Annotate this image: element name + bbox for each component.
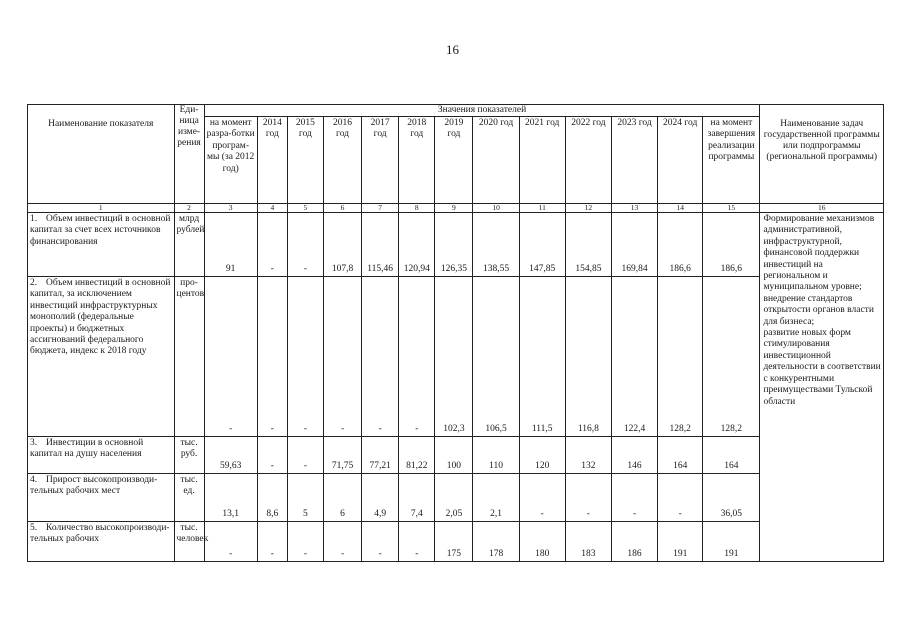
row-index: 3. [30, 438, 38, 448]
table-row [28, 277, 884, 437]
value-cell: 186,6 [658, 213, 703, 277]
value-cell: 191 [703, 522, 760, 562]
column-number: 2 [174, 204, 204, 213]
row-index: 4. [30, 475, 38, 485]
value-cell: 186,6 [703, 213, 760, 277]
indicator-name: Количество высокопроизводи-тельных рабочих [30, 523, 170, 545]
value-cell: 178 [473, 522, 519, 562]
header-year: на момент завершения реализации программы [703, 117, 760, 204]
value-cell: - [257, 522, 287, 562]
value-cell: 107,8 [323, 213, 361, 277]
value-cell: 81,22 [399, 437, 435, 474]
task-paragraph: развитие новых форм стимулирования инвестиционной деятельности в соответствии с конкурентными преимуществами Тульской области [763, 328, 881, 407]
value-cell: - [204, 277, 257, 437]
value-cell: 116,8 [565, 277, 611, 437]
header-year: 2020 год [473, 117, 519, 204]
value-cell: 126,35 [435, 213, 473, 277]
header-row-top [28, 105, 884, 117]
value-cell: 71,75 [323, 437, 361, 474]
column-number: 9 [435, 204, 473, 213]
value-cell: 154,85 [565, 213, 611, 277]
table-row [28, 437, 884, 474]
column-number: 6 [323, 204, 361, 213]
value-cell: - [287, 437, 323, 474]
page-number: 16 [446, 42, 459, 57]
value-cell: 102,3 [435, 277, 473, 437]
task-description-cell [760, 213, 884, 562]
header-unit-column: Еди-ница изме-рения [174, 105, 204, 204]
column-number: 16 [760, 204, 884, 213]
column-number-row [28, 204, 884, 213]
header-year: 2014 год [257, 117, 287, 204]
row-index: 1. [30, 214, 38, 224]
value-cell: 147,85 [519, 213, 565, 277]
value-cell: 100 [435, 437, 473, 474]
value-cell: - [519, 474, 565, 522]
value-cell: 128,2 [703, 277, 760, 437]
value-cell: - [399, 522, 435, 562]
indicator-name-cell [28, 213, 175, 277]
row-index: 2. [30, 278, 38, 288]
indicator-name-cell [28, 474, 175, 522]
value-cell: 120,94 [399, 213, 435, 277]
header-year: 2022 год [565, 117, 611, 204]
value-cell: - [257, 277, 287, 437]
value-cell: 6 [323, 474, 361, 522]
value-cell: 180 [519, 522, 565, 562]
value-cell: 164 [703, 437, 760, 474]
indicator-name-cell [28, 437, 175, 474]
value-cell: 169,84 [611, 213, 657, 277]
value-cell: 106,5 [473, 277, 519, 437]
value-cell: 186 [611, 522, 657, 562]
header-year: 2017 год [362, 117, 399, 204]
value-cell: 120 [519, 437, 565, 474]
column-number: 15 [703, 204, 760, 213]
header-task-column: Наименование задач государственной программы или подпрограммы (региональной программы) [760, 105, 884, 204]
header-year: 2021 год [519, 117, 565, 204]
header-name-column: Наименование показателя [28, 105, 175, 204]
value-cell: 115,46 [362, 213, 399, 277]
value-cell: 2,05 [435, 474, 473, 522]
column-number: 11 [519, 204, 565, 213]
value-cell: 128,2 [658, 277, 703, 437]
value-cell: 183 [565, 522, 611, 562]
indicator-name: Объем инвестиций в основной капитал за счет всех источников финансирования [30, 214, 171, 247]
indicator-name: Объем инвестиций в основной капитал, за исключением инвестиций инфраструктурных монополий (федеральные проекты) и бюджетных ассигнований федерального бюджета, индекс к 2018 году [30, 278, 171, 357]
value-cell: 8,6 [257, 474, 287, 522]
value-cell: 77,21 [362, 437, 399, 474]
indicators-table [27, 104, 884, 562]
header-year: 2019 год [435, 117, 473, 204]
value-cell: - [399, 277, 435, 437]
value-cell: 191 [658, 522, 703, 562]
header-year: 2018 год [399, 117, 435, 204]
unit-cell: млрд рублей [174, 213, 204, 277]
value-cell: - [565, 474, 611, 522]
column-number: 14 [658, 204, 703, 213]
value-cell: - [658, 474, 703, 522]
value-cell: - [287, 522, 323, 562]
value-cell: 122,4 [611, 277, 657, 437]
column-number: 1 [28, 204, 175, 213]
column-number: 3 [204, 204, 257, 213]
value-cell: - [257, 213, 287, 277]
value-cell: 146 [611, 437, 657, 474]
column-number: 12 [565, 204, 611, 213]
row-index: 5. [30, 523, 38, 533]
unit-cell: тыс. ед. [174, 474, 204, 522]
task-paragraph: внедрение стандартов открытости органов власти для бизнеса; [763, 293, 874, 327]
value-cell: 132 [565, 437, 611, 474]
column-number: 7 [362, 204, 399, 213]
value-cell: - [287, 277, 323, 437]
task-paragraph: Формирование механизмов административной, инфраструктурной, финансовой поддержки инвестиций на региональном и муниципальном уровне; [763, 214, 875, 293]
value-cell: 4,9 [362, 474, 399, 522]
value-cell: - [611, 474, 657, 522]
value-cell: 59,63 [204, 437, 257, 474]
table-row [28, 522, 884, 562]
value-cell: 36,05 [703, 474, 760, 522]
header-year: 2016 год [323, 117, 361, 204]
value-cell: 5 [287, 474, 323, 522]
indicator-name-cell [28, 277, 175, 437]
table-row [28, 213, 884, 277]
indicator-name-cell [28, 522, 175, 562]
indicator-name: Инвестиции в основной капитал на душу населения [30, 438, 144, 460]
value-cell: - [323, 277, 361, 437]
value-cell: 175 [435, 522, 473, 562]
unit-cell: тыс. человек [174, 522, 204, 562]
value-cell: 111,5 [519, 277, 565, 437]
value-cell: 164 [658, 437, 703, 474]
header-year: 2024 год [658, 117, 703, 204]
value-cell: - [257, 437, 287, 474]
table-row [28, 474, 884, 522]
value-cell: 138,55 [473, 213, 519, 277]
unit-cell: тыс. руб. [174, 437, 204, 474]
value-cell: 7,4 [399, 474, 435, 522]
indicator-name: Прирост высокопроизводи-тельных рабочих мест [30, 475, 158, 497]
value-cell: 110 [473, 437, 519, 474]
value-cell: 91 [204, 213, 257, 277]
value-cell: - [362, 522, 399, 562]
column-number: 13 [611, 204, 657, 213]
value-cell: - [287, 213, 323, 277]
value-cell: - [323, 522, 361, 562]
value-cell: - [362, 277, 399, 437]
header-year: на момент разра-ботки програм-мы (за 2012 год) [204, 117, 257, 204]
value-cell: 2,1 [473, 474, 519, 522]
value-cell: 13,1 [204, 474, 257, 522]
column-number: 10 [473, 204, 519, 213]
value-cell: - [204, 522, 257, 562]
header-year: 2023 год [611, 117, 657, 204]
header-values-group: Значения показателей [204, 105, 760, 117]
column-number: 8 [399, 204, 435, 213]
column-number: 5 [287, 204, 323, 213]
header-year: 2015 год [287, 117, 323, 204]
column-number: 4 [257, 204, 287, 213]
unit-cell: про-центов [174, 277, 204, 437]
